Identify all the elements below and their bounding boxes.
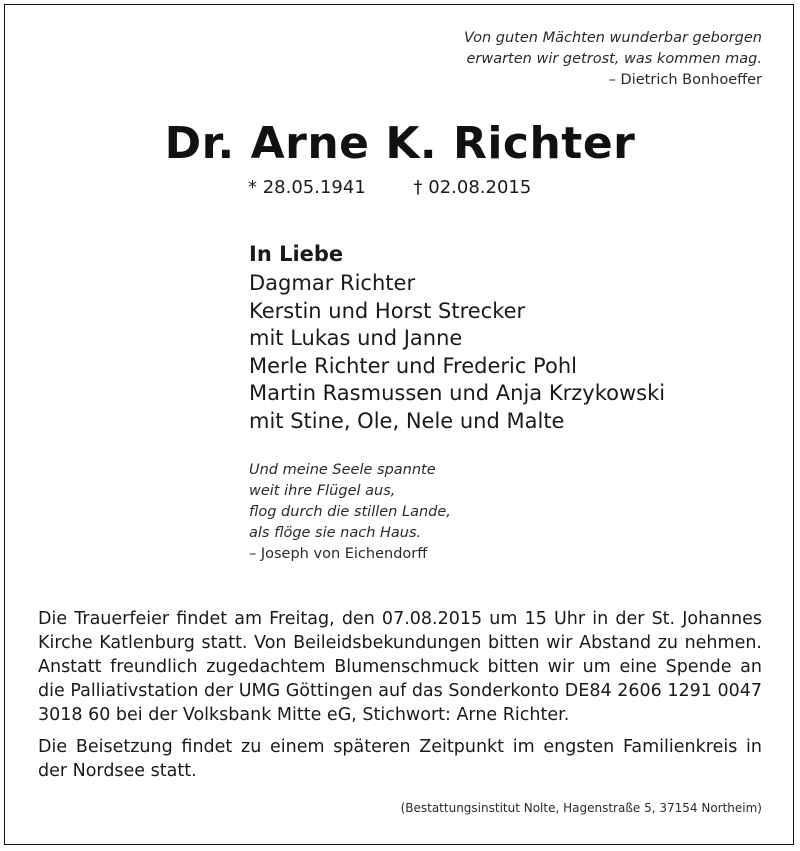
motto-line: erwarten wir getrost, was kommen mag. bbox=[466, 51, 762, 67]
funeral-home-footer: (Bestattungsinstitut Nolte, Hagenstraße 5, 37154 Northeim) bbox=[400, 801, 762, 815]
motto-line: Von guten Mächten wunderbar geborgen bbox=[464, 30, 762, 46]
family-heading: In Liebe bbox=[249, 242, 344, 266]
family-member: mit Lukas und Janne bbox=[249, 326, 463, 350]
family-list bbox=[249, 240, 665, 435]
family-member: Dagmar Richter bbox=[249, 271, 416, 295]
notice-paragraph: Die Beisetzung findet zu einem späteren Zeitpunkt im engsten Familienkreis in der Nordsee statt. bbox=[38, 737, 762, 781]
poem-line: Und meine Seele spannte bbox=[249, 462, 436, 478]
birth-date: * 28.05.1941 bbox=[248, 177, 366, 198]
poem-line: als flöge sie nach Haus. bbox=[249, 525, 422, 541]
poem-line: flog durch die stillen Lande, bbox=[249, 504, 451, 520]
family-member: Martin Rasmussen und Anja Krzykowski bbox=[249, 381, 666, 405]
family-member: Kerstin und Horst Strecker bbox=[249, 298, 526, 323]
death-date: † 02.08.2015 bbox=[413, 177, 532, 198]
deceased-name: Dr. Arne K. Richter bbox=[164, 118, 636, 169]
motto-quote bbox=[464, 28, 762, 91]
motto-author: – Dietrich Bonhoeffer bbox=[608, 72, 762, 88]
poem-quote bbox=[249, 460, 451, 565]
notice-paragraph: Die Trauerfeier findet am Freitag, den 07.08.2015 um 15 Uhr in der St. Johannes Kirche Katlenburg statt. Von Beileidsbekundungen bitten wir Abstand zu nehmen. Anstatt freundlich zugedachtem Blumenschmuck bitten wir um eine Spende an die Palliativstation der UMG Göttingen auf das Sonderkonto DE84 2606 1291 0047 3018 60 bei der Volksbank Mitte eG, Stichwort: Arne Richter. bbox=[38, 609, 762, 725]
family-member: mit Stine, Ole, Nele und Malte bbox=[249, 408, 565, 433]
poem-author: – Joseph von Eichendorff bbox=[249, 546, 428, 562]
life-dates bbox=[248, 177, 531, 198]
family-member: Merle Richter und Frederic Pohl bbox=[249, 353, 577, 378]
funeral-notice bbox=[38, 607, 762, 791]
poem-line: weit ihre Flügel aus, bbox=[249, 483, 396, 499]
